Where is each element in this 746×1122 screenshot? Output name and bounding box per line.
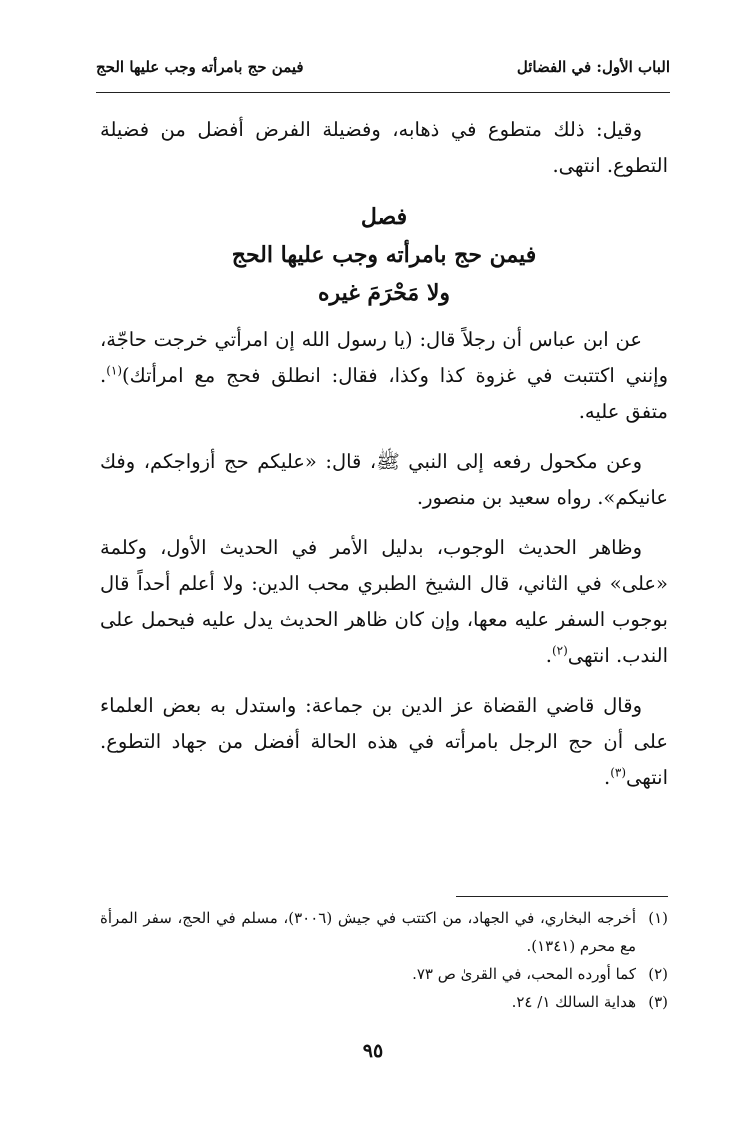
footnote-2 [100, 960, 668, 988]
footnote-1 [100, 904, 668, 960]
paragraph-3: وعن مكحول رفعه إلى النبي ﷺ، قال: «عليكم حج أزواجكم، وفك عانيكم». رواه سعيد بن منصور. [100, 450, 668, 509]
header-rule [96, 92, 670, 93]
footnote-text: هداية السالك ١/ ٢٤. [511, 993, 636, 1011]
footnote-ref-3[interactable]: (٣) [610, 765, 627, 780]
paragraph-1: وقيل: ذلك متطوع في ذهابه، وفضيلة الفرض أفضل من فضيلة التطوع. انتهى. [100, 118, 668, 177]
footnote-ref-1[interactable]: (١) [106, 363, 123, 378]
footnote-number: (٢) [648, 965, 668, 983]
footnote-rule [456, 896, 668, 897]
footnote-3 [100, 988, 668, 1016]
section-subtitle-line-1: فيمن حج بامرأته وجب عليها الحج [231, 242, 537, 268]
section-subtitle [100, 236, 668, 312]
paragraph-2 [100, 322, 668, 430]
page-number: ٩٥ [362, 1040, 384, 1062]
footnote-number: (١) [648, 909, 668, 927]
paragraph-4-tail: . [545, 644, 552, 667]
paragraph-2-text: عن ابن عباس أن رجلاً قال: (يا رسول الله إن امرأتي خرجت حاجّة، وإنني اكتتبت في غزوة كذا وكذا، فقال: انطلق فحج مع امرأتك) [100, 328, 668, 387]
paragraph-4-text: وظاهر الحديث الوجوب، بدليل الأمر في الحديث الأول، وكلمة «على» في الثاني، قال الشيخ الطبري محب الدين: ولا أعلم أحداً قال بوجوب السفر عليه معها، وإن كان ظاهر الحديث يدل عليه فيحمل على الندب. انتهى [100, 536, 668, 667]
body-text [100, 112, 668, 810]
paragraph-5 [100, 688, 668, 796]
running-header [96, 52, 670, 86]
footnote-text: كما أورده المحب، في القرىٰ ص ٧٣. [412, 965, 636, 983]
footnote-text: أخرجه البخاري، في الجهاد، من اكتتب في جيش (٣٠٠٦)، مسلم في الحج، سفر المرأة مع محرم (١٣٤١). [100, 909, 636, 955]
paragraph-5-tail: . [603, 766, 611, 789]
section-header: فيمن حج بامرأته وجب عليها الحج [96, 58, 304, 76]
section-title: فصل [360, 204, 408, 230]
footnotes [100, 904, 668, 1016]
chapter-header: الباب الأول: في الفضائل [516, 58, 670, 76]
footnote-number: (٣) [648, 993, 668, 1011]
paragraph-5-text: وقال قاضي القضاة عز الدين بن جماعة: واستدل به بعض العلماء على أن حج الرجل بامرأته في هذه الحالة أفضل من جهاد التطوع. انتهى [100, 694, 668, 789]
footnote-ref-2[interactable]: (٢) [551, 643, 568, 658]
paragraph-2-tail: . متفق عليه. [100, 364, 668, 423]
section-subtitle-line-2: ولا مَحْرَمَ غيره [317, 280, 451, 306]
paragraph-4 [100, 530, 668, 674]
